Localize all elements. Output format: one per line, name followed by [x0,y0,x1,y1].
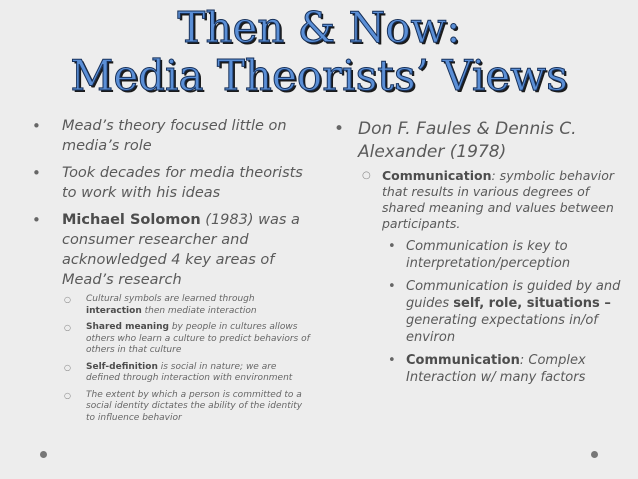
right-heading: Don F. Faules & Dennis C. Alexander (1978) [358,119,577,162]
solomon-area-4: ○ The extent by which a person is committed to a social identity dictates the ability of the identity to influence behavior [62,390,312,425]
slide-title [0,4,638,100]
communication-definition-list [358,168,634,386]
solomon-areas-list [62,294,312,424]
communication-points-list [382,238,634,386]
title-line-2: Media Theorists’ Views [70,51,568,100]
left-corner-dot [40,451,47,458]
communication-definition: ○ Communication: symbolic behavior that results in various degrees of shared meaning and values between participants. • Communication is key to interpretation/perception • Communication is guided by and guides self, role, situations – generating expectations in/of environ • Communication: Complex Interaction w/ many factors [358,168,634,386]
right-corner-dot [591,451,598,458]
right-column [334,118,634,392]
solomon-area-3: ○ Self-definition is social in nature; we are defined through interaction with environment [62,362,312,385]
left-bullet-1: • Mead’s theory focused little on media’s role [32,116,312,156]
right-bullet-list [334,118,634,386]
faules-alexander-bullet [334,118,634,386]
left-bullet-list [32,116,312,424]
communication-point-3: • Communication: Complex Interaction w/ many factors [382,352,634,386]
solomon-name: Michael Solomon [62,212,201,228]
solomon-area-1: ○ Cultural symbols are learned through interaction then mediate interaction [62,294,312,317]
communication-point-1: • Communication is key to interpretation/perception [382,238,634,272]
solomon-area-2: ○ Shared meaning by people in cultures allows others who learn a culture to predict behaviors of others in that culture [62,322,312,357]
left-column [32,116,312,431]
title-line-1: Then & Now: [177,3,461,52]
left-bullet-3: • Michael Solomon (1983) was a consumer researcher and acknowledged 4 key areas of Mead’s research ○ Cultural symbols are learned through interaction then mediate interaction ○ Shared meaning by people in cultures allows others who learn a culture to predict behaviors of others in that culture ○ Self-definition is social in nature; we are defined through interaction with environment ○ The extent by which a person is committed to a social identity dictates the ability of the identity to influence behavior [32,210,312,424]
left-bullet-2: • Took decades for media theorists to work with his ideas [32,163,312,203]
communication-point-2: • Communication is guided by and guides self, role, situations – generating expectations in/of environ [382,278,634,346]
